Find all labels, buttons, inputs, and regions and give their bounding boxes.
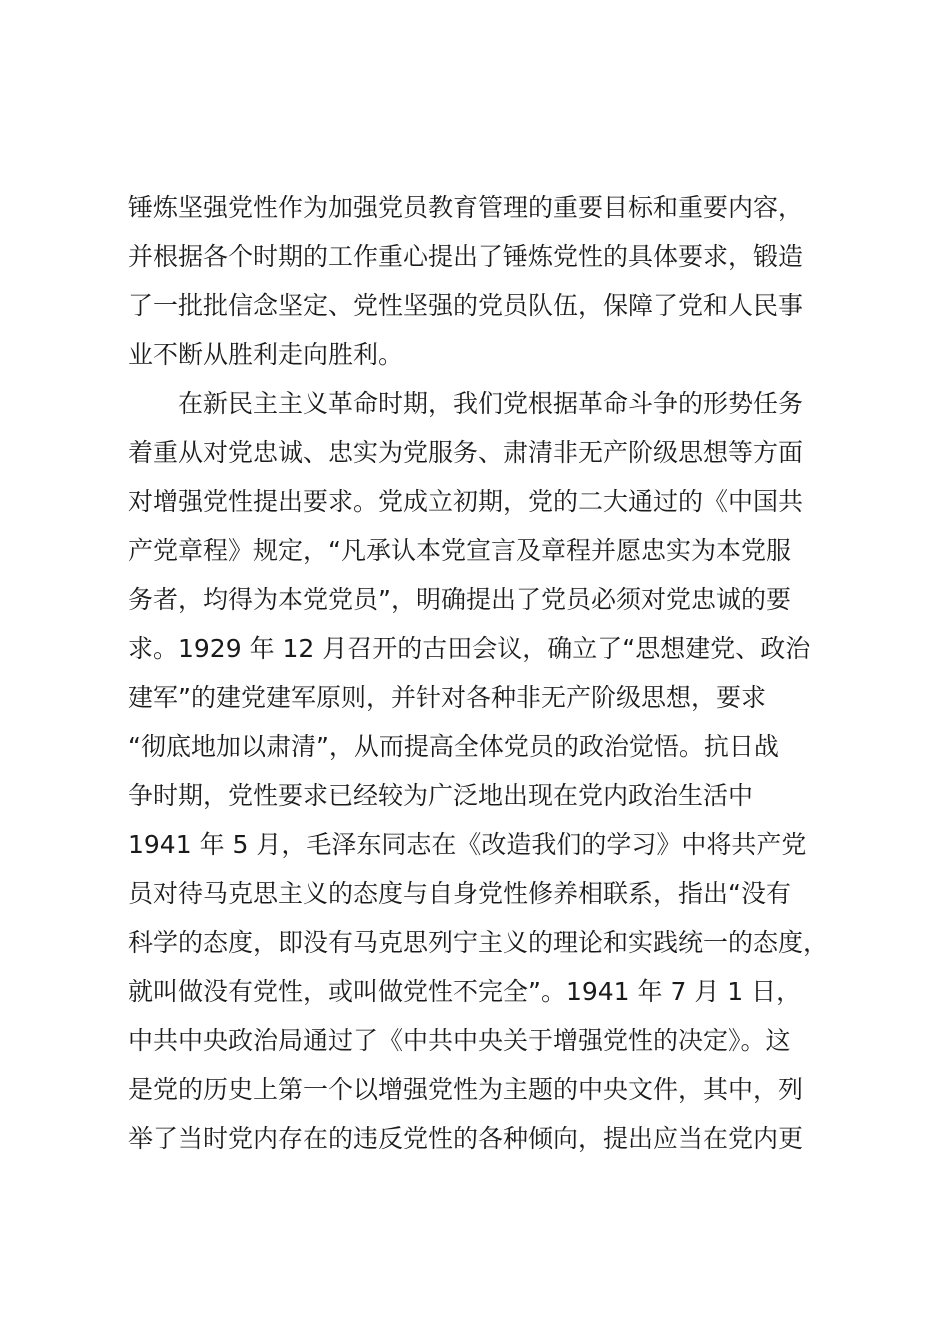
text-line: 求。1929 年 12 月召开的古田会议，确立了“思想建党、政治 — [128, 634, 811, 663]
text-line: 争时期，党性要求已经较为广泛地出现在党内政治生活中 — [128, 781, 754, 810]
paragraph-start-line: 在新民主主义革命时期，我们党根据革命斗争的形势任务 — [178, 389, 804, 418]
text-line: 就叫做没有党性，或叫做党性不完全”。1941 年 7 月 1 日， — [128, 977, 802, 1006]
text-line: 举了当时党内存在的违反党性的各种倾向，提出应当在党内更 — [128, 1124, 804, 1153]
text-line: 是党的历史上第一个以增强党性为主题的中央文件，其中，列 — [128, 1075, 804, 1104]
body-text — [128, 183, 858, 1163]
text-line: 务者，均得为本党党员”，明确提出了党员必须对党忠诚的要 — [128, 585, 791, 614]
text-line: 建军”的建党建军原则，并针对各种非无产阶级思想，要求 — [128, 683, 766, 712]
text-line: 锤炼坚强党性作为加强党员教育管理的重要目标和重要内容， — [128, 193, 804, 222]
text-line: 业不断从胜利走向胜利。 — [128, 340, 404, 369]
text-line: 1941 年 5 月，毛泽东同志在《改造我们的学习》中将共产党 — [128, 830, 807, 859]
text-line: 并根据各个时期的工作重心提出了锤炼党性的具体要求，锻造 — [128, 242, 804, 271]
text-line: 着重从对党忠诚、忠实为党服务、肃清非无产阶级思想等方面 — [128, 438, 804, 467]
text-line: 科学的态度，即没有马克思列宁主义的理论和实践统一的态度， — [128, 928, 829, 957]
text-line: 中共中央政治局通过了《中共中央关于增强党性的决定》。这 — [128, 1026, 791, 1055]
text-line: “彻底地加以肃清”，从而提高全体党员的政治觉悟。抗日战 — [128, 732, 779, 761]
text-line: 员对待马克思主义的态度与自身党性修养相联系，指出“没有 — [128, 879, 791, 908]
text-line: 对增强党性提出要求。党成立初期，党的二大通过的《中国共 — [128, 487, 804, 516]
text-line: 了一批批信念坚定、党性坚强的党员队伍，保障了党和人民事 — [128, 291, 804, 320]
text-line: 产党章程》规定，“凡承认本党宣言及章程并愿忠实为本党服 — [128, 536, 791, 565]
